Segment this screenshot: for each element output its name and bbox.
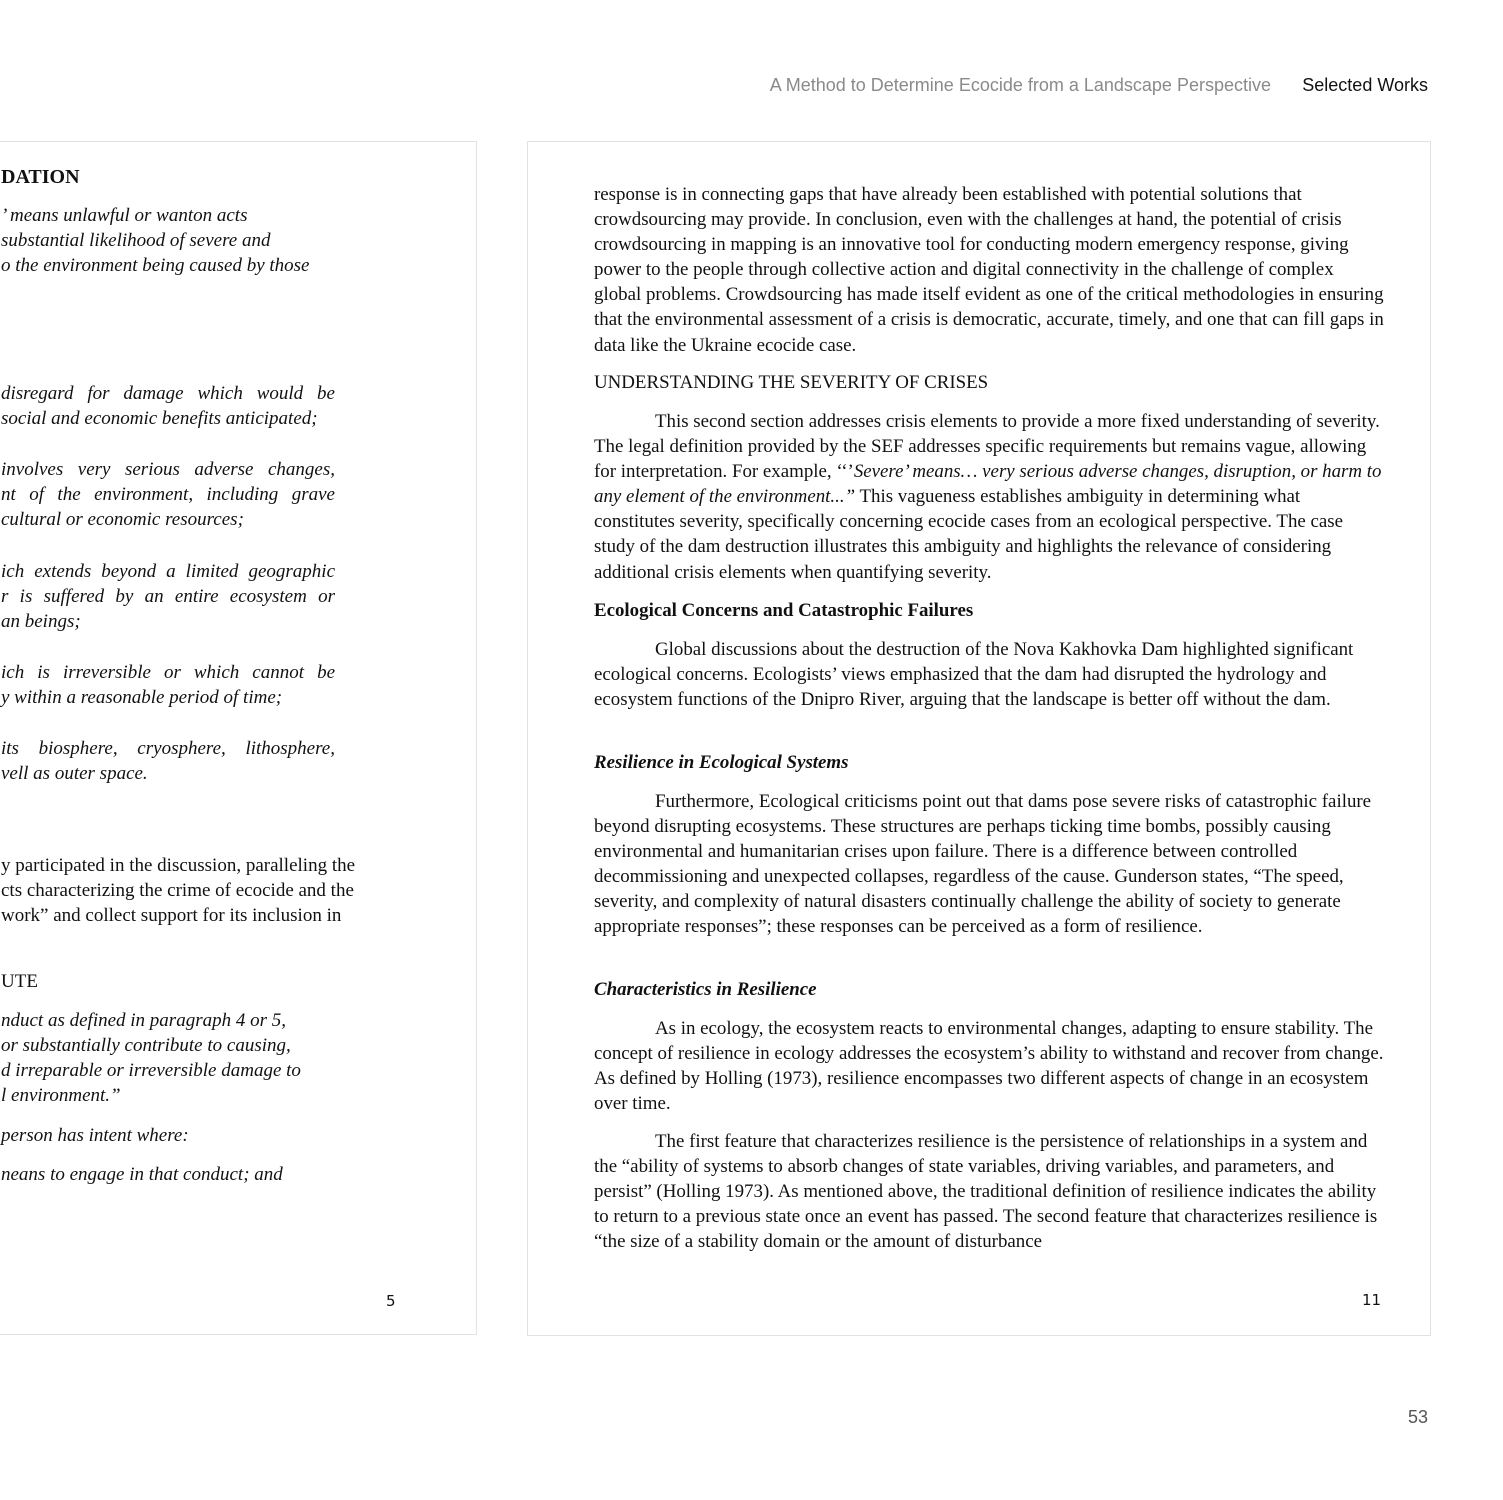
left-line: l environment.” [1,1085,121,1106]
left-line: ich is irreversible or which cannot be [1,662,335,683]
body-paragraph: The first feature that characterizes resilience is the persistence of relationships in a system and the “ability of systems to absorb changes of state variables, driving variables, and parameters, and persist” (Holling 1973). As mentioned above, the traditional definition of resilience indicates the ability to return to a previous state once an event has passed. The second feature that characterizes resilience is “the size of a stability domain or the amount of disturbance [594,1131,1378,1253]
left-line: person has intent where: [1,1125,189,1146]
left-line: cts characterizing the crime of ecocide and the [1,880,354,901]
left-line: work” and collect support for its inclusion in [1,905,342,926]
body-paragraph: Furthermore, Ecological criticisms point out that dams pose severe risks of catastrophic failure beyond disrupting ecosystems. These structures are perhaps ticking time bombs, possibly causing environmental and humanitarian crises upon failure. There is a difference between controlled decommissioning and unexpected collapses, regardless of the cause. Gunderson states, “The speed, severity, and complexity of natural disasters continually challenge the ability of society to generate appropriate responses”; these responses can be perceived as a form of resilience. [594,791,1372,938]
right-page-number: 11 [1362,1291,1382,1309]
running-header-title: A Method to Determine Ecocide from a Landscape Perspective [769,75,1271,95]
left-line: ich extends beyond a limited geographic [1,561,335,582]
left-line: an beings; [1,611,81,632]
left-line: cultural or economic resources; [1,509,244,530]
left-line: d irreparable or irreversible damage to [1,1060,301,1081]
left-line: nduct as defined in paragraph 4 or 5, [1,1010,286,1031]
paragraph-text: This second section addresses crisis elements to provide a more fixed understanding of severity. The legal definition provided by the SEF addresses specific requirements but remains vague, allowing for interpretation. For example, ‘‘’ [594,411,1380,483]
legal-quote: Severe’ means… very serious adverse changes, disruption, or harm to any element of the environment...” [594,461,1382,508]
left-line: disregard for damage which would be [1,383,335,404]
body-paragraph: As in ecology, the ecosystem reacts to environmental changes, adapting to ensure stability. The concept of resilience in ecology addresses the ecosystem’s ability to withstand and recover from change. As defined by Holling (1973), resilience encompasses two different aspects of change in an ecosystem over time. [594,1018,1384,1115]
subsection-heading: Ecological Concerns and Catastrophic Failures [594,600,974,621]
left-line: substantial likelihood of severe and [1,230,271,251]
left-line: r is suffered by an entire ecosystem or [1,586,335,607]
subsection-heading: Characteristics in Resilience [594,979,817,1000]
left-line: y participated in the discussion, paralleling the [1,855,356,876]
left-line: vell as outer space. [1,763,148,784]
left-line: y within a reasonable period of time; [1,687,283,708]
left-page [0,141,477,1335]
left-line: o the environment being caused by those [1,255,310,276]
left-line: ’ means unlawful or wanton acts [1,205,248,226]
right-page [527,141,1431,1336]
left-line: neans to engage in that conduct; and [1,1164,283,1185]
left-line: nt of the environment, including grave [1,484,335,505]
section-heading: UNDERSTANDING THE SEVERITY OF CRISES [594,372,989,393]
running-header-section: Selected Works [1302,75,1428,95]
body-paragraph: Global discussions about the destruction of the Nova Kakhovka Dam highlighted significant ecological concerns. Ecologists’ views emphasized that the dam had disrupted the hydrology and ecosystem functions of the Dnipro River, arguing that the landscape is better off without the dam. [594,639,1354,711]
left-page-number: 5 [386,1292,396,1310]
left-line: or substantially contribute to causing, [1,1035,291,1056]
paragraph-text: This vagueness establishes ambiguity in determining what constitutes severity, specifically concerning ecocide cases from an ecological perspective. The case study of the dam destruction illustrates this ambiguity and highlights the relevance of considering additional crisis elements when quantifying severity. [594,486,1344,583]
left-line: its biosphere, cryosphere, lithosphere, [1,738,335,759]
left-line: social and economic benefits anticipated; [1,408,318,429]
subsection-heading: Resilience in Ecological Systems [594,752,849,773]
body-paragraph: response is in connecting gaps that have already been established with potential solutions that crowdsourcing may provide. In conclusion, even with the challenges at hand, the potential of crisis crowdsourcing in mapping is an innovative tool for conducting modern emergency response, giving power to the people through collective action and digital connectivity in the challenge of complex global problems. Crowdsourcing has made itself evident as one of the critical methodologies in ensuring that the environmental assessment of a crisis is democratic, accurate, timely, and one that can fill gaps in data like the Ukraine ecocide case. [594,184,1384,356]
left-line: involves very serious adverse changes, [1,459,335,480]
folio-page-number: 53 [1407,1407,1428,1427]
body-paragraph [594,409,1384,585]
left-page-heading: DATION [1,166,80,188]
left-line: UTE [1,971,38,992]
